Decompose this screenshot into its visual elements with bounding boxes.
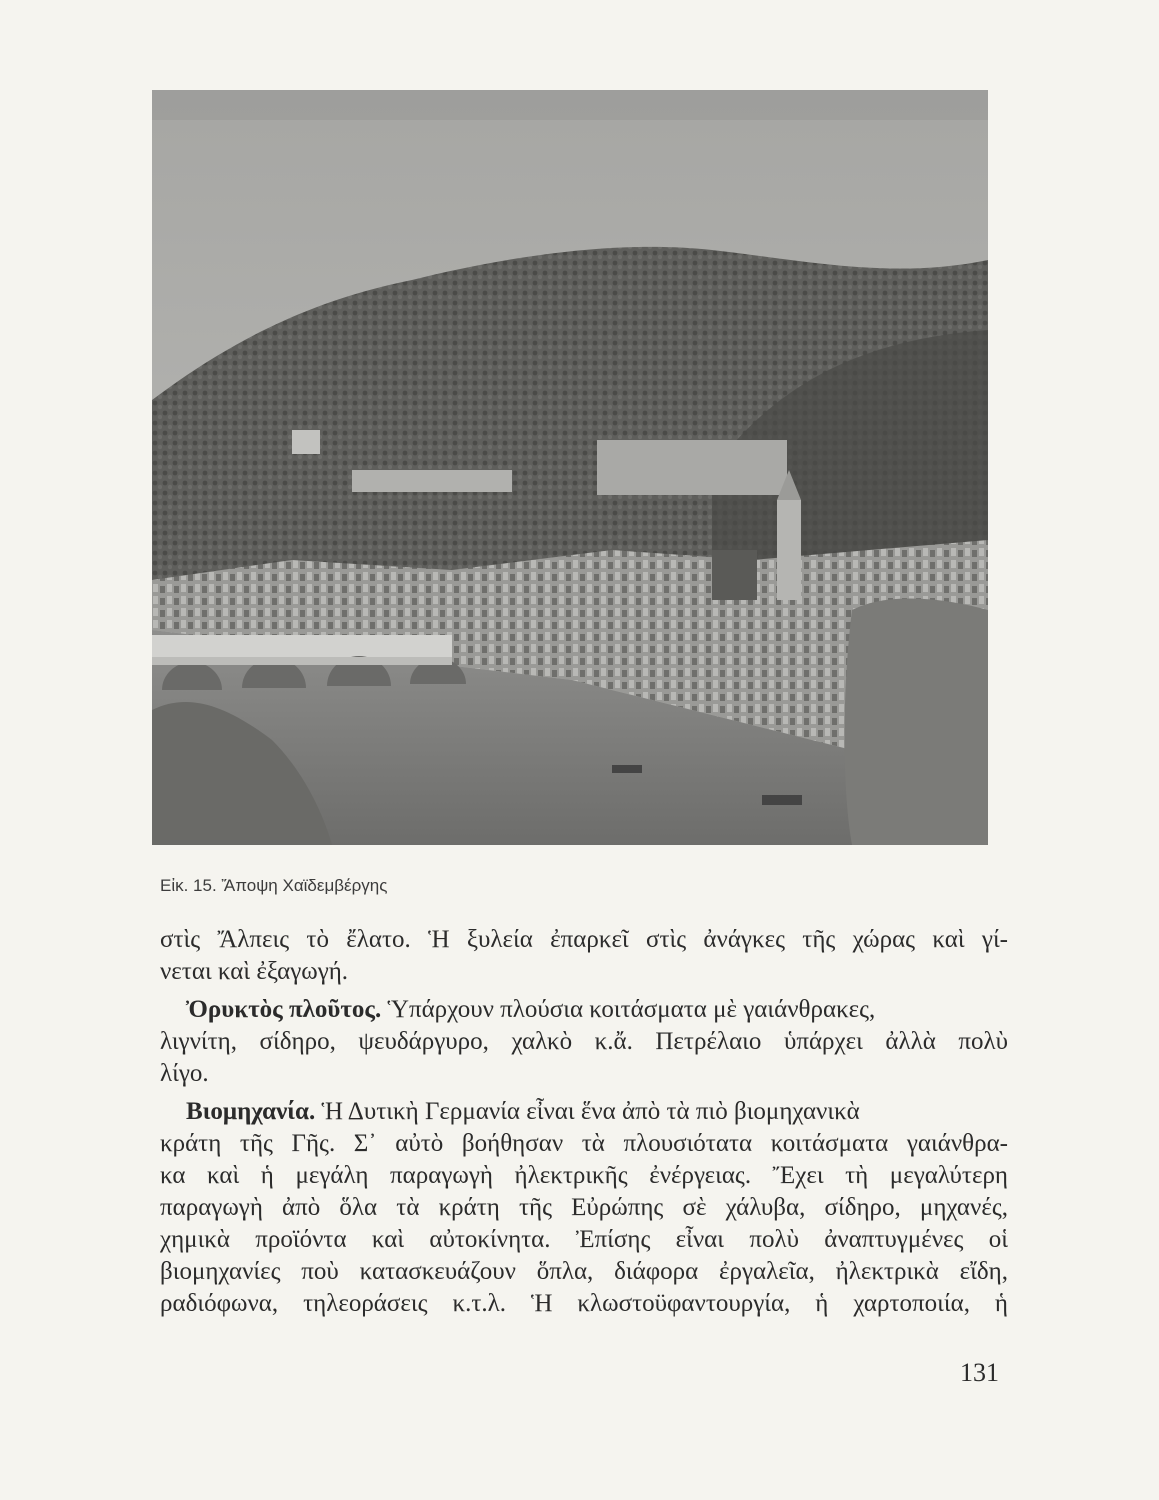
paragraph-line: Ἡ Δυτικὴ Γερμανία εἶναι ἕνα ἀπὸ τὰ πιὸ βιομηχανικὰ <box>321 1098 860 1125</box>
paragraph-line: νεται καὶ ἐξαγωγή. <box>160 958 349 985</box>
text-line <box>160 1026 1008 1058</box>
page-number: 131 <box>960 1358 999 1387</box>
text-line <box>160 1096 1008 1128</box>
paragraph-line: Ὑπάρχουν πλούσια κοιτάσματα μὲ γαιάνθρακες, <box>387 996 876 1023</box>
text-line <box>160 1192 1008 1224</box>
heidelberg-photo <box>152 90 988 845</box>
section-heading-mineral-wealth: Ὀρυκτὸς πλοῦτος. <box>186 996 382 1023</box>
paragraph-line: κα καὶ ἡ μεγάλη παραγωγὴ ἠλεκτρικῆς ἐνέργειας. Ἔχει τὴ μεγαλύτερη <box>160 1162 1008 1189</box>
paragraph-line: παραγωγὴ ἀπὸ ὅλα τὰ κράτη τῆς Εὐρώπης σὲ χάλυβα, σίδηρο, μηχανές, <box>160 1194 1008 1221</box>
paragraph-line: λίγο. <box>160 1060 209 1087</box>
paragraph-line: λιγνίτη, σίδηρο, ψευδάργυρο, χαλκὸ κ.ἄ. Πετρέλαιο ὑπάρχει ἀλλὰ πολὺ <box>160 1028 1008 1055</box>
section-heading-industry: Βιομηχανία. <box>186 1098 316 1125</box>
text-line <box>160 956 1008 988</box>
text-line <box>160 1288 1008 1320</box>
text-line <box>160 1256 1008 1288</box>
body-text <box>160 924 1008 1320</box>
text-line <box>160 1160 1008 1192</box>
text-line <box>160 994 1008 1026</box>
paragraph-line: βιομηχανίες ποὺ κατασκευάζουν ὅπλα, διάφορα ἐργαλεῖα, ἠλεκτρικὰ εἴδη, <box>160 1258 1008 1285</box>
text-line <box>160 1224 1008 1256</box>
paragraph-line: στὶς Ἄλπεις τὸ ἔλατο. Ἡ ξυλεία ἐπαρκεῖ στὶς ἀνάγκες τῆς χώρας καὶ γί- <box>160 926 1008 953</box>
text-line <box>160 1058 1008 1090</box>
landscape-photo-icon <box>152 90 988 845</box>
figure-caption: Εἰκ. 15. Ἄποψη Χαϊδεμβέργης <box>160 876 388 895</box>
text-line <box>160 924 1008 956</box>
paragraph-line: χημικὰ προϊόντα καὶ αὐτοκίνητα. Ἐπίσης εἶναι πολὺ ἀναπτυγμένες οἱ <box>160 1226 1008 1253</box>
paragraph-line: κράτη τῆς Γῆς. Σ᾿ αὐτὸ βοήθησαν τὰ πλουσιότατα κοιτάσματα γαιάνθρα- <box>160 1130 1008 1157</box>
text-line <box>160 1128 1008 1160</box>
paragraph-line: ραδιόφωνα, τηλεοράσεις κ.τ.λ. Ἡ κλωστοϋφαντουργία, ἡ χαρτοποιία, ἡ <box>160 1290 1008 1317</box>
